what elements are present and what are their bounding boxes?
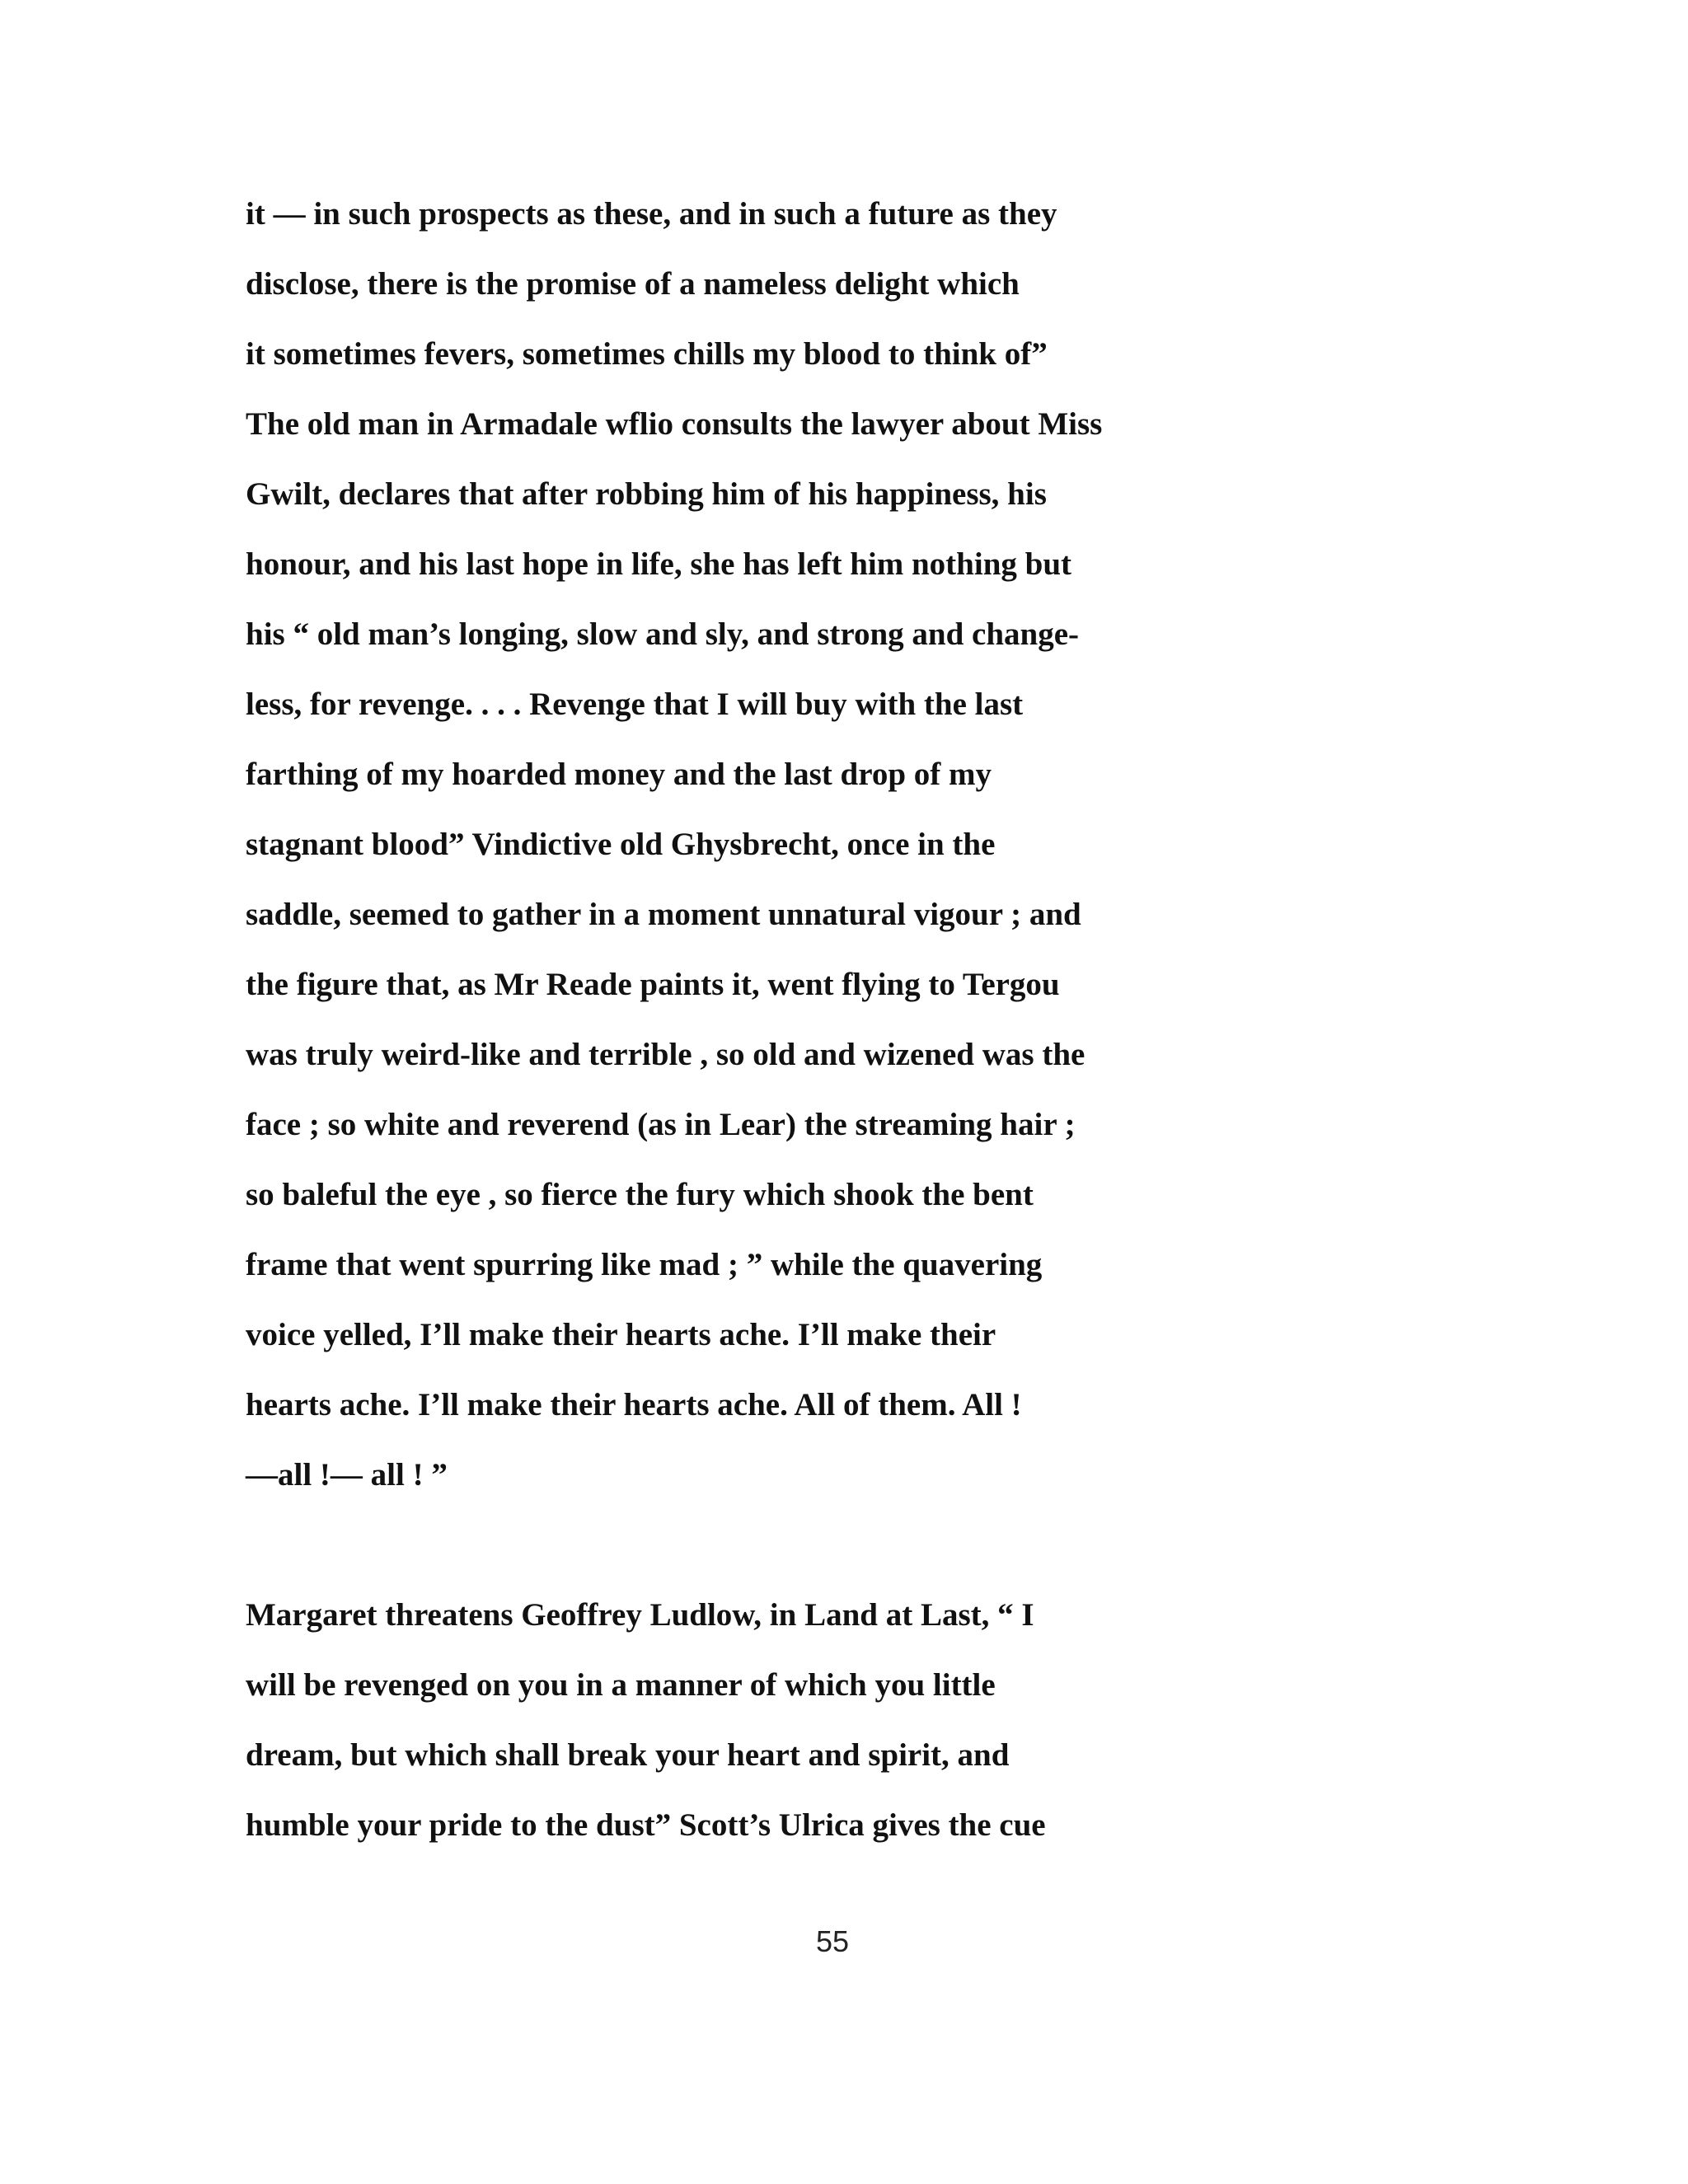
- text-line: the figure that, as Mr Reade paints it, went flying to Tergou: [246, 967, 1060, 1002]
- text-line: his “ old man’s longing, slow and sly, and strong and change-: [246, 616, 1080, 652]
- text-line: was truly weird-like and terrible , so old and wizened was the: [246, 1037, 1085, 1072]
- text-line: stagnant blood” Vindictive old Ghysbrecht, once in the: [246, 827, 996, 862]
- text-line: The old man in Armadale wflio consults the lawyer about Miss: [246, 406, 1103, 442]
- text-line: Gwilt, declares that after robbing him of his happiness, his: [246, 476, 1047, 512]
- text-line: humble your pride to the dust” Scott’s Ulrica gives the cue: [246, 1807, 1046, 1843]
- text-line: will be revenged on you in a manner of which you little: [246, 1667, 996, 1703]
- text-line: voice yelled, I’ll make their hearts ache. I’ll make their: [246, 1317, 996, 1352]
- text-line: Margaret threatens Geoffrey Ludlow, in Land at Last, “ I: [246, 1597, 1034, 1633]
- text-line: saddle, seemed to gather in a moment unnatural vigour ; and: [246, 897, 1081, 932]
- text-line: disclose, there is the promise of a nameless delight which: [246, 266, 1020, 302]
- text-line: hearts ache. I’ll make their hearts ache. All of them. All !: [246, 1387, 1022, 1422]
- text-line: it sometimes fevers, sometimes chills my blood to think of”: [246, 336, 1048, 372]
- page-number: 55: [815, 1924, 850, 1958]
- text-line: farthing of my hoarded money and the last drop of my: [246, 757, 992, 792]
- text-line: —all !— all ! ”: [246, 1457, 448, 1493]
- text-line: face ; so white and reverend (as in Lear) the streaming hair ;: [246, 1107, 1076, 1142]
- text-line: so baleful the eye , so fierce the fury which shook the bent: [246, 1177, 1034, 1212]
- text-line: dream, but which shall break your heart and spirit, and: [246, 1737, 1010, 1773]
- text-line: it — in such prospects as these, and in such a future as they: [246, 196, 1057, 232]
- text-line: honour, and his last hope in life, she has left him nothing but: [246, 546, 1072, 582]
- text-line: frame that went spurring like mad ; ” while the quavering: [246, 1247, 1043, 1282]
- text-line: less, for revenge. . . . Revenge that I will buy with the last: [246, 687, 1024, 722]
